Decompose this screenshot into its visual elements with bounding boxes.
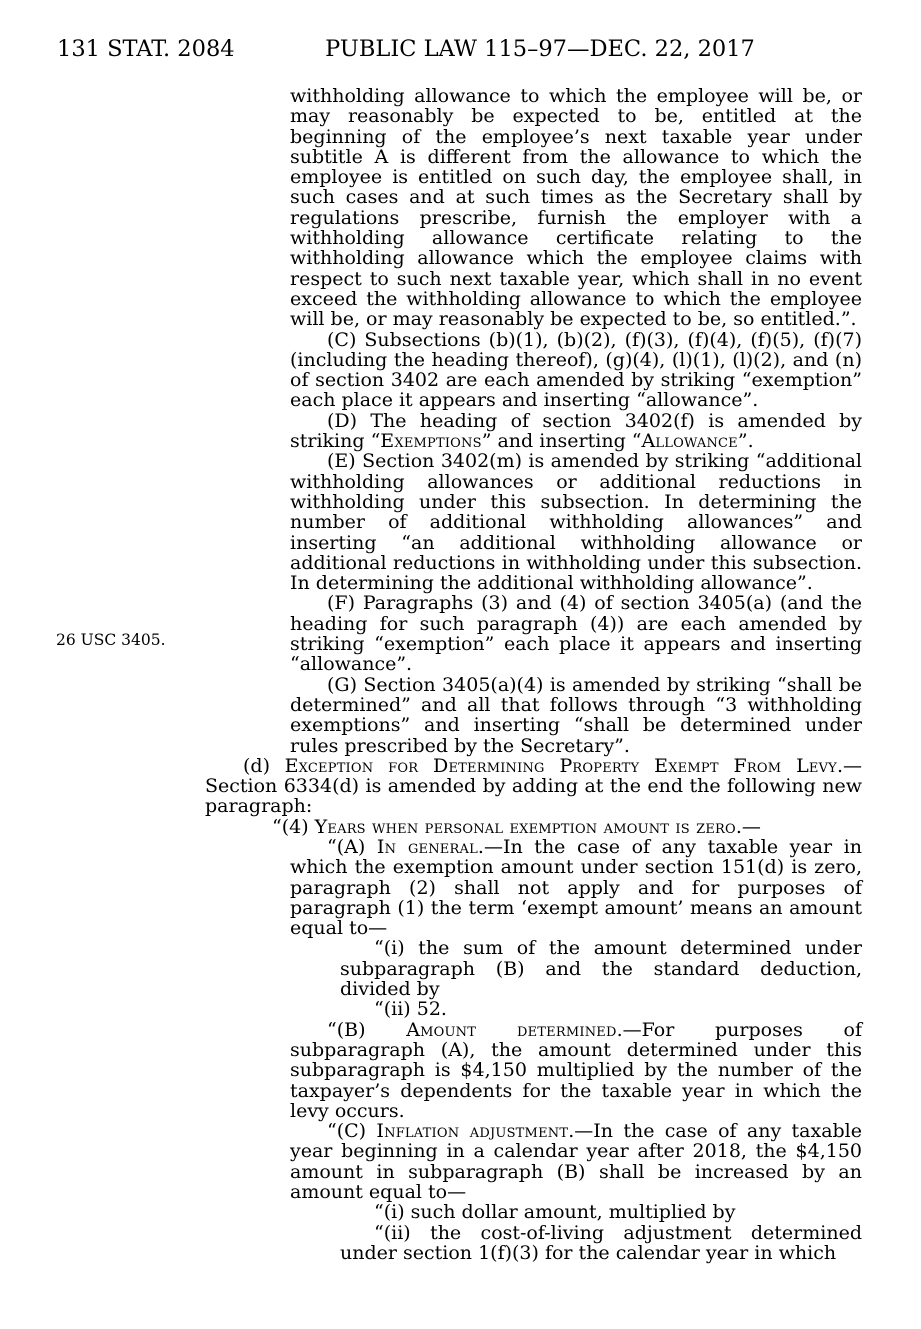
para-clause-4-heading (205, 817, 862, 837)
smallcaps-run: Exception for Determining Property Exempt From Levy (284, 754, 837, 777)
para-clause-i-2 (340, 1202, 862, 1222)
smallcaps-run: Allowance (641, 430, 738, 453)
text-run: (D) The heading of section 3402(f) is amended by striking “ (290, 409, 862, 453)
text-run: (C) Subsections (b)(1), (b)(2), (f)(3), (f)(4), (f)(5), (f)(7) (including the heading thereof), (g)(4), (l)(1), (l)(2), and (n) of section 3402 are each amended by striking “exemption” each place it appears and inserting “allowance”. (290, 328, 862, 412)
para-subpara-C (290, 330, 862, 411)
smallcaps-run: Amount determined (406, 1018, 617, 1041)
text-run: (G) Section 3405(a)(4) is amended by striking “shall be determined” and all that follows through “3 withholding exemptions” and inserting “shall be determined under rules prescribed by the Secretary”. (290, 673, 862, 757)
text-run: .—In the case of any taxable year beginning in a calendar year after 2018, the $4,150 amount in subparagraph (B) shall be increased by an amount equal to— (290, 1120, 862, 1204)
text-run: withholding allowance to which the employee will be, or may reasonably be expected to be, entitled at the beginning of the employee’s next taxable year under subtitle A is different from the allowance to which the employee is entitled on such day, the employee shall, in such cases and at such times as the Secretary shall by regulations prescribe, furnish the employer with a withholding allowance certificate relating to the withholding allowance which the employee claims with respect to such next taxable year, which shall in no event exceed the withholding allowance to which the employee will be, or may reasonably be expected to be, so entitled.”. (290, 85, 862, 331)
para-clause-ii-2 (340, 1223, 862, 1264)
smallcaps-run: Years when personal exemption amount is zero (314, 815, 736, 838)
text-run: .—In the case of any taxable year in which the exemption amount under section 151(d) is zero, paragraph (2) shall not apply and for purposes of paragraph (1) the term ‘exempt amount’ means an amount equal to— (290, 835, 862, 940)
text-run: “(A) (327, 835, 377, 858)
text-run: “(B) (327, 1018, 407, 1041)
smallcaps-run: In general (376, 835, 478, 858)
para-clause-ii (340, 999, 862, 1019)
text-run: (d) (243, 754, 285, 777)
para-subpara-B-amount-determined (290, 1020, 862, 1121)
text-run: “(i) the sum of the amount determined under subparagraph (B) and the standard deduction, divided by (340, 937, 862, 1001)
smallcaps-run: Inflation adjustment (376, 1120, 569, 1143)
para-subpara-F (290, 593, 862, 674)
para-subpara-G (290, 675, 862, 756)
para-subpara-C-inflation-adjustment (290, 1121, 862, 1202)
text-run: (E) Section 3402(m) is amended by striking “additional withholding allowances or additional reductions in withholding under this subsection. In determining the number of additional withholding allowances” and inserting “an additional withholding allowance or additional reductions in withholding under this subsection. In determining the additional withholding allowance”. (290, 450, 862, 595)
para-subpara-D (290, 411, 862, 452)
smallcaps-run: Exemptions (380, 430, 482, 453)
text-run: ”. (737, 430, 754, 453)
text-run: “(ii) the cost-of-living adjustment determined under section 1(f)(3) for the calendar year in which (340, 1221, 862, 1264)
text-run: “(4) (272, 815, 315, 838)
text-run: (F) Paragraphs (3) and (4) of section 3405(a) (and the heading for such paragraph (4)) are each amended by striking “exemption” each place it appears and inserting “allowance”. (290, 592, 862, 676)
page-number-stat: 131 STAT. 2084 (57, 36, 235, 62)
uscode-margin-note: 26 USC 3405. (56, 631, 166, 649)
para-subsec-d (205, 756, 862, 817)
statute-text-column (205, 86, 862, 1263)
para-continuation (290, 86, 862, 330)
text-run: .—For purposes of subparagraph (A), the amount determined under this subparagraph is $4,150 multiplied by the number of the taxpayer’s dependents for the taxable year in which the levy occurs. (290, 1018, 862, 1122)
text-run: “(i) such dollar amount, multiplied by (374, 1201, 736, 1224)
para-subpara-A-in-general (290, 837, 862, 938)
text-run: .— (735, 815, 761, 838)
text-run: “(C) (327, 1120, 377, 1143)
para-clause-i (340, 938, 862, 999)
text-run: “(ii) 52. (374, 998, 447, 1021)
text-run: .—Section 6334(d) is amended by adding at the end the following new paragraph: (205, 754, 862, 818)
para-subpara-E (290, 451, 862, 593)
running-head-law-title: PUBLIC LAW 115–97—DEC. 22, 2017 (325, 36, 755, 62)
text-run: ” and inserting “ (481, 430, 642, 453)
